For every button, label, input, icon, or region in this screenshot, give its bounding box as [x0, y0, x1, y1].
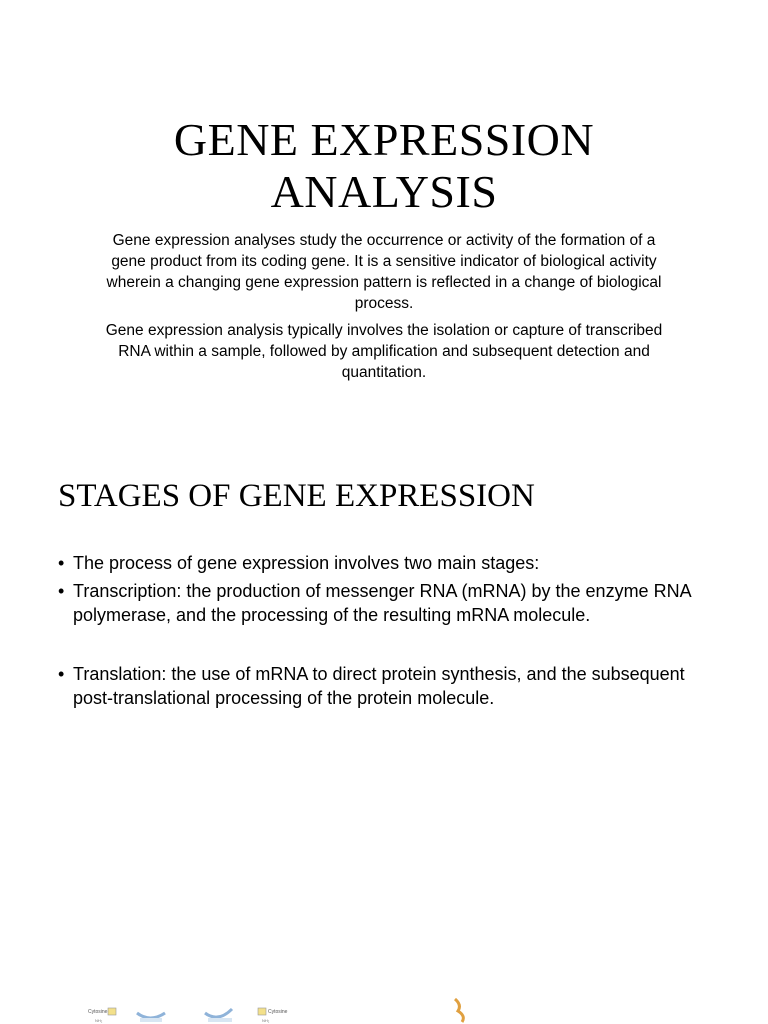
bullet-text: Translation: the use of mRNA to direct protein synthesis, and the subsequent post-translational processing of the protein molecule.	[73, 664, 685, 708]
title-line-1: GENE EXPRESSION	[173, 114, 595, 165]
bullet-text: The process of gene expression involves two main stages:	[73, 553, 540, 573]
dna-strand-2	[205, 1009, 232, 1017]
figure-label-nh2-1: NH₂	[95, 1018, 103, 1023]
bullet-item	[58, 579, 708, 627]
figure-label-cytosine-1: Cytosine	[88, 1009, 108, 1015]
bullet-icon: •	[58, 553, 65, 573]
protein-chain	[455, 999, 463, 1022]
figure-label-nh2-2: NH₂	[262, 1018, 270, 1023]
base-box-1	[108, 1008, 116, 1015]
bullet-item	[58, 662, 708, 710]
gene-expression-figure	[0, 985, 768, 1024]
intro-text	[100, 230, 668, 389]
bullet-text: Transcription: the production of messenger RNA (mRNA) by the enzyme RNA polymerase, and the processing of the resulting mRNA molecule.	[73, 581, 691, 625]
polymerase-shape-1	[140, 1018, 162, 1022]
intro-paragraph-1: Gene expression analyses study the occurrence or activity of the formation of a gene product from its coding gene. It is a sensitive indicator of biological activity wherein a changing gene expression pattern is reflected in a change of biological process.	[106, 232, 662, 312]
figure-label-cytosine-2: Cytosine	[268, 1009, 288, 1015]
bullet-icon: •	[58, 664, 65, 684]
section-title: STAGES OF GENE EXPRESSION	[58, 478, 535, 514]
bullet-item	[58, 551, 708, 575]
intro-paragraph-2: Gene expression analysis typically involves the isolation or capture of transcribed RNA within a sample, followed by amplification and subsequent detection and quantitation.	[105, 322, 663, 381]
polymerase-shape-2	[208, 1018, 232, 1022]
title-line-2: ANALYSIS	[270, 166, 498, 217]
slide-title	[0, 114, 768, 218]
base-box-2	[258, 1008, 266, 1015]
bullet-icon: •	[58, 581, 65, 601]
stages-bullet-list	[58, 551, 708, 714]
dna-strand-1	[137, 1013, 165, 1018]
